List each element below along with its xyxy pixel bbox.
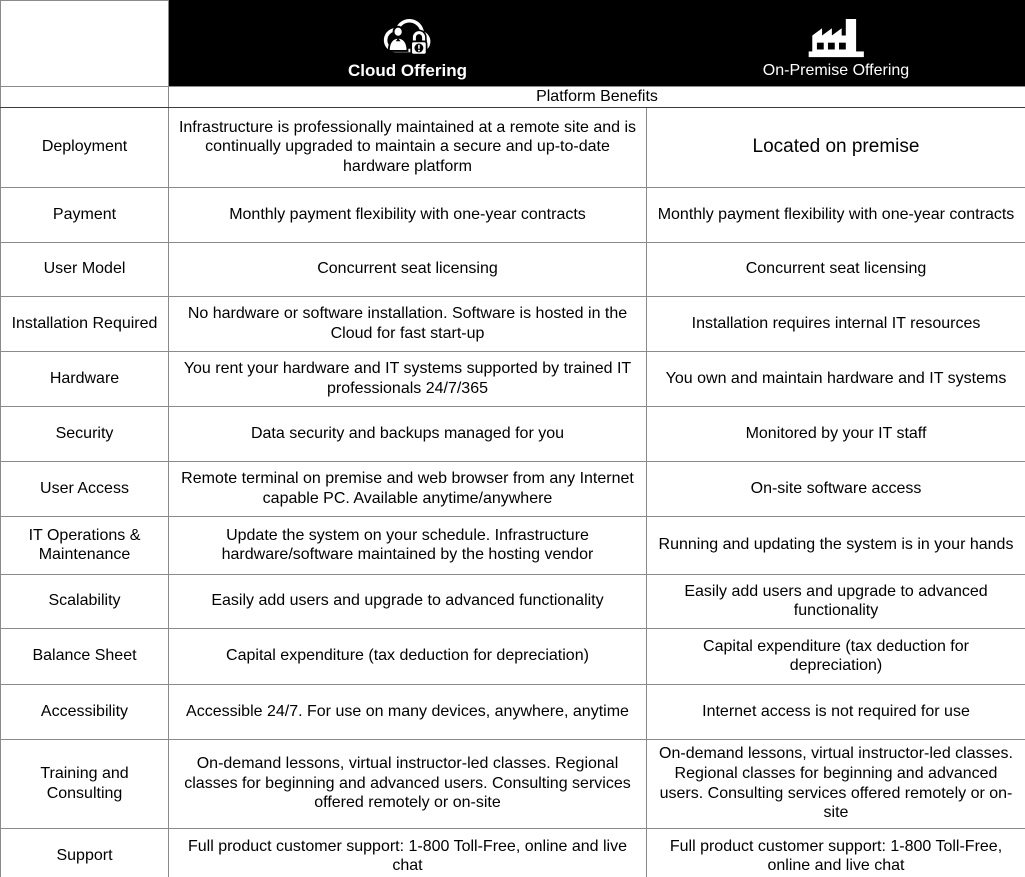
table-row (1, 574, 1025, 628)
header-empty-cell (1, 1, 169, 87)
onpremise-value-cell: Installation requires internal IT resources (647, 296, 1025, 351)
cloud-value-cell: Remote terminal on premise and web browser from any Internet capable PC. Available anytime/anywhere (169, 461, 647, 516)
onpremise-offering-header (647, 1, 1025, 87)
onpremise-value-cell: On-site software access (647, 461, 1025, 516)
row-label: User Model (1, 242, 169, 296)
cloud-user-lock-icon (169, 11, 646, 59)
row-label: IT Operations & Maintenance (1, 516, 169, 574)
row-label: Accessibility (1, 684, 169, 739)
onpremise-value-cell: Concurrent seat licensing (647, 242, 1025, 296)
section-row (1, 87, 1025, 108)
cloud-value-cell: Update the system on your schedule. Infrastructure hardware/software maintained by the hosting vendor (169, 516, 647, 574)
row-label: Payment (1, 187, 169, 242)
onpremise-value-cell: Internet access is not required for use (647, 684, 1025, 739)
row-label: Scalability (1, 574, 169, 628)
cloud-offering-header (169, 1, 647, 87)
table-row (1, 187, 1025, 242)
onpremise-value-cell: You own and maintain hardware and IT systems (647, 351, 1025, 406)
row-label: Installation Required (1, 296, 169, 351)
row-label: Training and Consulting (1, 739, 169, 828)
table-row (1, 684, 1025, 739)
cloud-value-cell: Full product customer support: 1-800 Toll-Free, online and live chat (169, 828, 647, 877)
onpremise-value-cell: Monthly payment flexibility with one-year contracts (647, 187, 1025, 242)
onpremise-value-cell: Easily add users and upgrade to advanced functionality (647, 574, 1025, 628)
onpremise-offering-label: On-Premise Offering (762, 62, 910, 80)
table-row (1, 628, 1025, 684)
table-row (1, 242, 1025, 296)
section-empty-cell (1, 87, 169, 108)
table-body (1, 107, 1025, 877)
row-label: Support (1, 828, 169, 877)
onpremise-value-cell: Running and updating the system is in your hands (647, 516, 1025, 574)
cloud-value-cell: Data security and backups managed for you (169, 406, 647, 461)
table-row (1, 828, 1025, 877)
table-row (1, 516, 1025, 574)
row-label: Deployment (1, 107, 169, 187)
cloud-value-cell: Concurrent seat licensing (169, 242, 647, 296)
cloud-value-cell: Monthly payment flexibility with one-year contracts (169, 187, 647, 242)
cloud-value-cell: Capital expenditure (tax deduction for depreciation) (169, 628, 647, 684)
table-row (1, 461, 1025, 516)
table-row (1, 406, 1025, 461)
table-row (1, 739, 1025, 828)
cloud-offering-label: Cloud Offering (348, 61, 467, 81)
onpremise-value-cell: On-demand lessons, virtual instructor-led classes. Regional classes for beginning and advanced users. Consulting services offered remotely or on-site (647, 739, 1025, 828)
onpremise-value-cell: Monitored by your IT staff (647, 406, 1025, 461)
cloud-value-cell: Easily add users and upgrade to advanced functionality (169, 574, 647, 628)
factory-icon (647, 15, 1025, 59)
cloud-value-cell: Infrastructure is professionally maintained at a remote site and is continually upgraded to maintain a secure and up-to-date hardware platform (169, 107, 647, 187)
row-label: Security (1, 406, 169, 461)
table-row (1, 296, 1025, 351)
cloud-value-cell: On-demand lessons, virtual instructor-led classes. Regional classes for beginning and advanced users. Consulting services offered remotely or on-site (169, 739, 647, 828)
row-label: Hardware (1, 351, 169, 406)
onpremise-value-cell: Capital expenditure (tax deduction for depreciation) (647, 628, 1025, 684)
table-row (1, 351, 1025, 406)
cloud-value-cell: No hardware or software installation. Software is hosted in the Cloud for fast start-up (169, 296, 647, 351)
row-label: Balance Sheet (1, 628, 169, 684)
table-row (1, 107, 1025, 187)
header-row (1, 1, 1025, 87)
onpremise-value-cell: Full product customer support: 1-800 Toll-Free, online and live chat (647, 828, 1025, 877)
row-label: User Access (1, 461, 169, 516)
platform-benefits-title: Platform Benefits (169, 87, 1025, 108)
cloud-value-cell: You rent your hardware and IT systems supported by trained IT professionals 24/7/365 (169, 351, 647, 406)
cloud-value-cell: Accessible 24/7. For use on many devices, anywhere, anytime (169, 684, 647, 739)
onpremise-value-cell: Located on premise (647, 107, 1025, 187)
